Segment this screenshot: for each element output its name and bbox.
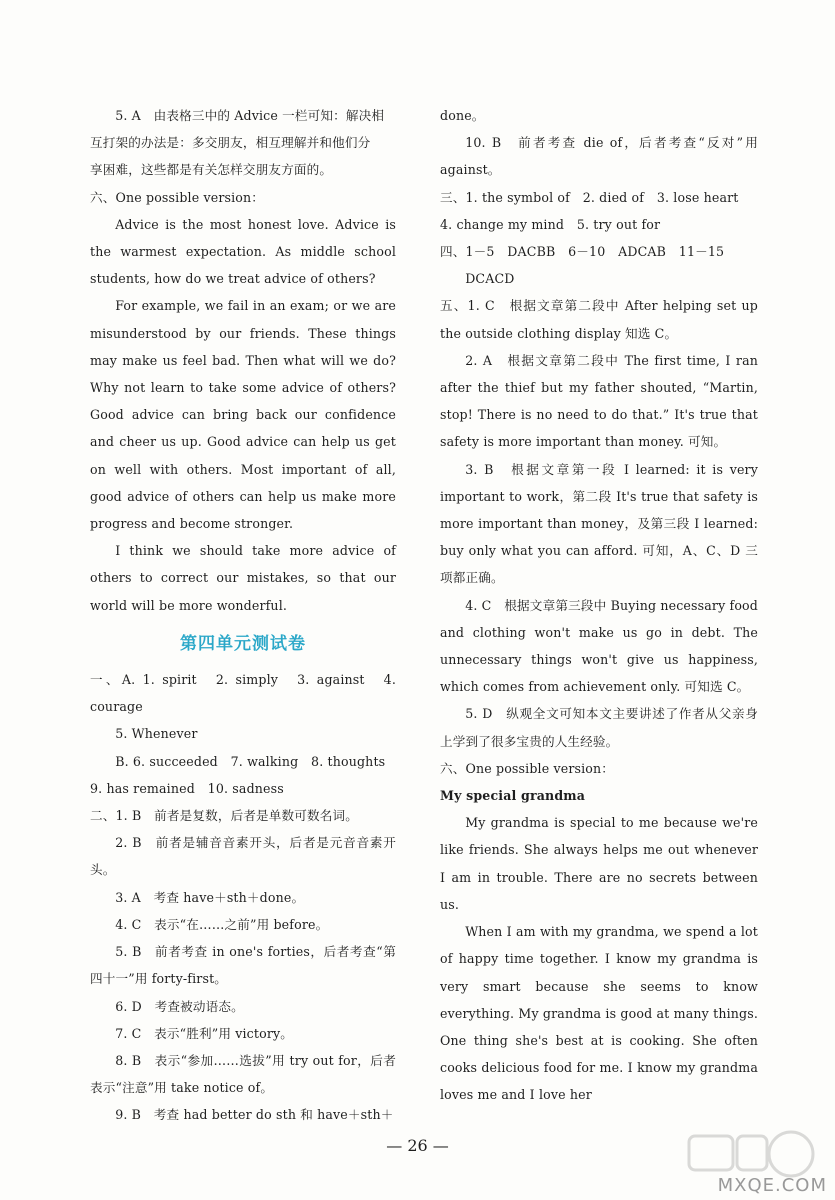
section2-q7: 7. C 表示“胜利”用 victory。 xyxy=(115,1025,294,1041)
left-column xyxy=(90,102,396,1129)
section5-q2: 2. A 根据文章第二段中 The first time, I ran after the thief but my father shouted, “Martin, stop! There is no need to do that.” It's true that safety is more important than money. 可知。 xyxy=(440,352,758,450)
section2-q6: 6. D 考查被动语态。 xyxy=(115,998,244,1014)
essay-title: My special grandma xyxy=(440,788,586,804)
section2-q2: 2. B 前者是辅音音素开头，后者是元音音素开头。 xyxy=(90,835,396,878)
section3-line2: 4. change my mind 5. try out for xyxy=(440,216,661,232)
right-continued-done: done。 xyxy=(440,108,485,123)
section2-q3: 3. A 考查 have＋sth＋done。 xyxy=(115,889,305,905)
left-q5-line1: 5. A 由表格三中的 Advice 一栏可知：解决相 xyxy=(115,108,385,123)
section4-line2: DCACD xyxy=(465,271,515,287)
section5-q4: 4. C 根据文章第三段中 Buying necessary food and clothing won't make us go in debt. The unnecessary things won't give us happiness, which comes from achievement only. 可知选 C。 xyxy=(440,597,758,695)
left-section6-label: 六、One possible version： xyxy=(90,189,265,205)
section1-line2: 5. Whenever xyxy=(115,726,198,742)
left-q5-line2: 互打架的办法是：多交朋友，相互理解并和他们分 xyxy=(90,135,371,151)
section1-line1: 一、A. 1. spirit 2. simply 3. against 4. courage xyxy=(90,672,396,715)
section2-q1: 二、1. B 前者是复数，后者是单数可数名词。 xyxy=(90,808,359,824)
section3-line1: 三、1. the symbol of 2. died of 3. lose heart xyxy=(440,189,739,205)
section2-q10: 10. B 前者考查 die of，后者考查“反对”用against。 xyxy=(440,135,758,178)
right-section6-label: 六、One possible version： xyxy=(440,760,615,776)
watermark-text: MXQE.COM xyxy=(717,1175,827,1196)
left-essay-paragraph-1: Advice is the most honest love. Advice is the warmest expectation. As middle school students, how do we treat advice of others? xyxy=(90,216,396,287)
section2-q4: 4. C 表示“在……之前”用 before。 xyxy=(115,916,329,932)
section2-q5: 5. B 前者考查 in one's forties，后者考查“第四十一”用 forty-first。 xyxy=(90,944,396,987)
left-essay-paragraph-2: For example, we fail in an exam; or we are misunderstood by our friends. These things may make us feel bad. Then what will we do? Why not learn to take some advice of others? Good advice can bring back our confidence and cheer us up. Good advice can help us get on well with others. Most important of all, good advice of others can help us make more progress and become stronger. xyxy=(90,298,396,532)
section2-q8: 8. B 表示“参加……选拔”用 try out for，后者表示“注意”用 take notice of。 xyxy=(90,1052,396,1096)
unit-test-title: 第四单元测试卷 xyxy=(180,633,306,654)
section5-q5: 5. D 纵观全文可知本文主要讲述了作者从父亲身上学到了很多宝贵的人生经验。 xyxy=(440,706,758,749)
right-column xyxy=(440,102,758,1109)
section4-line1: 四、1－5 DACBB 6－10 ADCAB 11－15 xyxy=(440,244,725,260)
left-essay-paragraph-3: I think we should take more advice of others to correct our mistakes, so that our world will be more wonderful. xyxy=(90,543,396,613)
section1-line4: 9. has remained 10. sadness xyxy=(90,780,284,796)
right-essay-paragraph-2: When I am with my grandma, we spend a lot of happy time together. I know my grandma is very smart because she seems to know everything. My grandma is good at many things. One thing she's best at is cooking. She often cooks delicious food for me. I know my grandma loves me and I love her xyxy=(440,924,758,1103)
section5-q1: 五、1. C 根据文章第二段中 After helping set up the outside clothing display 知选 C。 xyxy=(440,298,758,341)
section2-q9: 9. B 考查 had better do sth 和 have＋sth＋ xyxy=(115,1107,394,1123)
page-number: — 26 — xyxy=(386,1136,449,1155)
right-essay-paragraph-1: My grandma is special to me because we're like friends. She always helps me out whenever I am in trouble. There are no secrets between us. xyxy=(440,815,758,912)
left-q5-line3: 享困难，这些都是有关怎样交朋友方面的。 xyxy=(90,162,333,178)
section1-line3: B. 6. succeeded 7. walking 8. thoughts xyxy=(115,753,386,769)
section5-q3: 3. B 根据文章第一段 I learned: it is very important to work，第二段 It's true that safety is more important than money，及第三段 I learned: buy only what you can afford. 可知，A、C、D 三项都正确。 xyxy=(440,461,758,586)
